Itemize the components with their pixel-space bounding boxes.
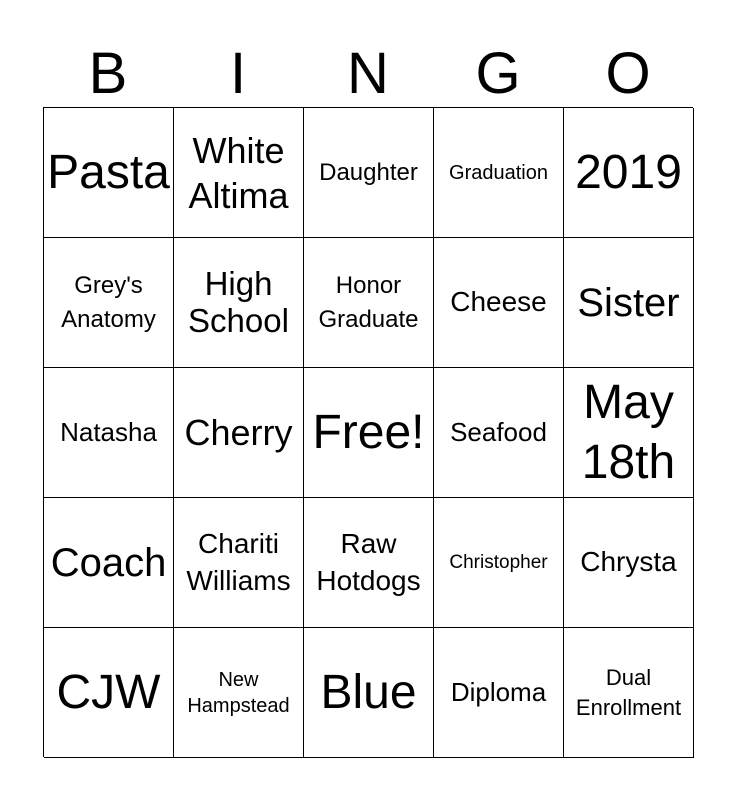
- header-letter-g: G: [475, 41, 521, 106]
- bingo-cell[interactable]: Coach: [44, 498, 174, 628]
- header-letter-b: B: [88, 41, 128, 106]
- bingo-cell[interactable]: Christopher: [434, 498, 564, 628]
- bingo-cell[interactable]: Chrysta: [564, 498, 694, 628]
- bingo-cell[interactable]: Diploma: [434, 628, 564, 758]
- bingo-header: [43, 40, 693, 108]
- bingo-cell[interactable]: Pasta: [44, 108, 174, 238]
- bingo-cell[interactable]: Chariti Williams: [174, 498, 304, 628]
- bingo-cell[interactable]: High School: [174, 238, 304, 368]
- bingo-cell[interactable]: 2019: [564, 108, 694, 238]
- bingo-cell[interactable]: Dual Enrollment: [564, 628, 694, 758]
- bingo-cell[interactable]: Sister: [564, 238, 694, 368]
- bingo-cell[interactable]: Raw Hotdogs: [304, 498, 434, 628]
- bingo-cell[interactable]: Graduation: [434, 108, 564, 238]
- header-letter-o: O: [605, 41, 651, 106]
- bingo-cell[interactable]: Natasha: [44, 368, 174, 498]
- header-letter-n: N: [347, 41, 389, 106]
- bingo-cell[interactable]: CJW: [44, 628, 174, 758]
- header-letter-i: I: [229, 41, 247, 106]
- free-space-cell[interactable]: Free!: [304, 368, 434, 498]
- bingo-cell[interactable]: Seafood: [434, 368, 564, 498]
- bingo-cell[interactable]: Daughter: [304, 108, 434, 238]
- bingo-cell[interactable]: Blue: [304, 628, 434, 758]
- bingo-card: [43, 107, 693, 757]
- bingo-cell[interactable]: Cherry: [174, 368, 304, 498]
- bingo-cell[interactable]: New Hampstead: [174, 628, 304, 758]
- bingo-cell[interactable]: White Altima: [174, 108, 304, 238]
- bingo-cell[interactable]: Grey's Anatomy: [44, 238, 174, 368]
- bingo-cell[interactable]: Cheese: [434, 238, 564, 368]
- bingo-cell[interactable]: May 18th: [564, 368, 694, 498]
- bingo-cell[interactable]: Honor Graduate: [304, 238, 434, 368]
